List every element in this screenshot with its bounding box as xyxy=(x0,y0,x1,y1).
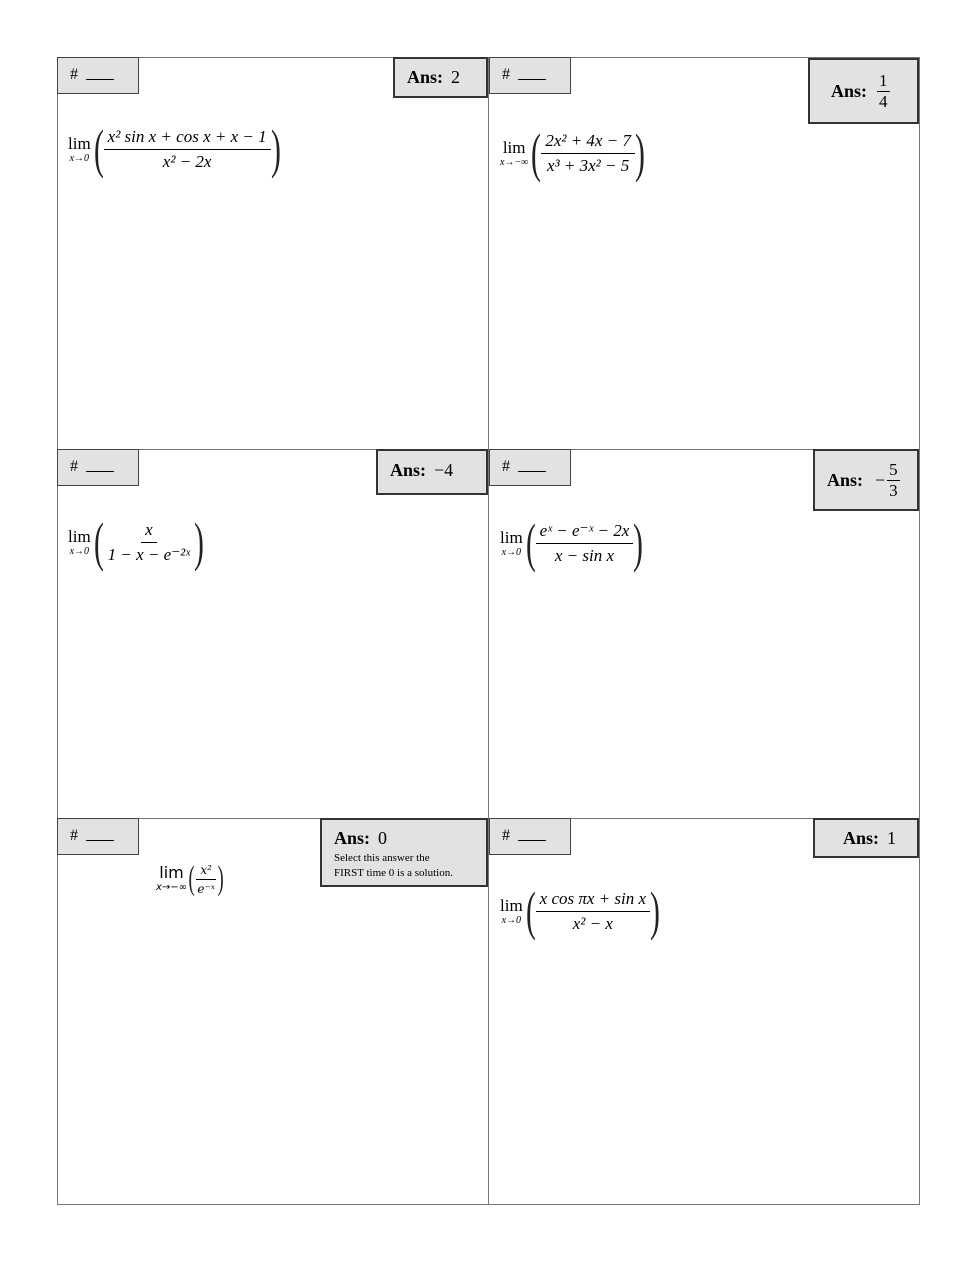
fraction xyxy=(193,863,219,896)
answer-label: Ans: xyxy=(407,67,444,87)
answer-label: Ans: xyxy=(390,460,427,480)
numerator: x² xyxy=(196,863,216,880)
left-paren: ( xyxy=(531,123,542,183)
answer-label: Ans: xyxy=(827,469,864,490)
answer-box xyxy=(813,818,919,858)
limit-operator xyxy=(500,139,528,168)
limit-operator xyxy=(500,897,523,926)
answer-fraction xyxy=(887,460,900,500)
numerator: eˣ − e⁻ˣ − 2x xyxy=(536,521,634,544)
denominator: x² − x xyxy=(572,913,613,933)
answer-note-line-2: FIRST time 0 is a solution. xyxy=(334,867,453,879)
limit-word: lim xyxy=(502,137,526,157)
answer-box xyxy=(808,58,919,124)
limit-subscript: x→0 xyxy=(69,545,90,557)
denominator: 1 − x − e⁻²ˣ xyxy=(107,544,191,564)
answer-sign: − xyxy=(875,469,886,490)
limit-word: lim xyxy=(68,526,91,546)
answer-fraction xyxy=(877,71,890,111)
limit-operator xyxy=(68,135,91,164)
answer-value: 1 xyxy=(887,828,897,848)
number-blank[interactable] xyxy=(86,457,114,472)
limit-expression xyxy=(500,881,660,941)
answer-label: Ans: xyxy=(334,828,371,848)
number-label: # xyxy=(502,458,510,475)
right-paren: ) xyxy=(194,512,205,572)
limit-word: lim xyxy=(159,863,184,882)
left-paren: ( xyxy=(525,513,536,573)
right-paren: ) xyxy=(270,119,281,179)
limit-subscript: x→0 xyxy=(501,914,522,926)
limit-subscript: x→−∞ xyxy=(500,156,529,168)
answer-value: 2 xyxy=(451,67,461,87)
limit-expression xyxy=(68,119,281,179)
column-divider xyxy=(488,57,489,1205)
fraction xyxy=(541,131,635,176)
fraction xyxy=(104,127,271,172)
answer-value: 0 xyxy=(378,828,388,848)
fraction xyxy=(536,521,634,566)
limit-expression xyxy=(500,513,644,573)
answer-denominator: 4 xyxy=(879,91,888,111)
denominator: e⁻ˣ xyxy=(197,881,216,896)
fraction xyxy=(536,889,650,934)
limit-word: lim xyxy=(500,527,523,547)
left-paren: ( xyxy=(188,860,195,897)
answer-numerator: 5 xyxy=(889,459,898,479)
problem-number-field[interactable] xyxy=(57,449,139,486)
limit-subscript: x→0 xyxy=(501,546,522,558)
limit-expression xyxy=(156,862,222,896)
number-label: # xyxy=(70,827,78,844)
limit-word: lim xyxy=(500,895,523,915)
denominator: x³ + 3x² − 5 xyxy=(547,155,630,175)
limit-word: lim xyxy=(68,133,91,153)
problem-number-field[interactable] xyxy=(489,449,571,486)
number-blank[interactable] xyxy=(518,457,546,472)
numerator: 2x² + 4x − 7 xyxy=(541,131,635,154)
number-blank[interactable] xyxy=(86,65,114,80)
left-paren: ( xyxy=(525,881,536,941)
answer-label: Ans: xyxy=(831,80,868,101)
numerator: x cos πx + sin x xyxy=(536,889,650,912)
answer-value: −4 xyxy=(434,460,454,480)
answer-numerator: 1 xyxy=(879,70,888,90)
limit-operator xyxy=(68,528,91,557)
limit-operator xyxy=(500,529,523,558)
answer-denominator: 3 xyxy=(889,480,898,500)
problem-number-field[interactable] xyxy=(489,57,571,94)
denominator: x − sin x xyxy=(554,545,615,565)
limit-subscript: x→0 xyxy=(69,152,90,164)
limit-subscript: x→−∞ xyxy=(156,882,188,893)
fraction xyxy=(104,520,194,565)
numerator: x xyxy=(141,520,157,543)
number-blank[interactable] xyxy=(518,826,546,841)
left-paren: ( xyxy=(93,512,104,572)
answer-box xyxy=(393,57,488,98)
problem-number-field[interactable] xyxy=(57,57,139,94)
right-paren: ) xyxy=(650,881,660,941)
right-paren: ) xyxy=(633,513,644,573)
number-label: # xyxy=(502,827,510,844)
number-label: # xyxy=(70,66,78,83)
limit-expression xyxy=(68,512,205,572)
number-label: # xyxy=(502,66,510,83)
number-label: # xyxy=(70,458,78,475)
limit-expression xyxy=(500,123,645,183)
limit-operator xyxy=(156,865,187,893)
answer-box xyxy=(376,449,488,495)
right-paren: ) xyxy=(217,860,224,897)
number-blank[interactable] xyxy=(518,65,546,80)
answer-note-line-1: Select this answer the xyxy=(334,852,430,864)
problem-number-field[interactable] xyxy=(57,818,139,855)
denominator: x² − 2x xyxy=(162,151,212,171)
problem-number-field[interactable] xyxy=(489,818,571,855)
number-blank[interactable] xyxy=(86,826,114,841)
answer-box xyxy=(320,818,488,887)
numerator: x² sin x + cos x + x − 1 xyxy=(104,127,271,150)
left-paren: ( xyxy=(93,119,104,179)
right-paren: ) xyxy=(634,123,645,183)
answer-label: Ans: xyxy=(843,828,880,848)
answer-box xyxy=(813,449,919,511)
